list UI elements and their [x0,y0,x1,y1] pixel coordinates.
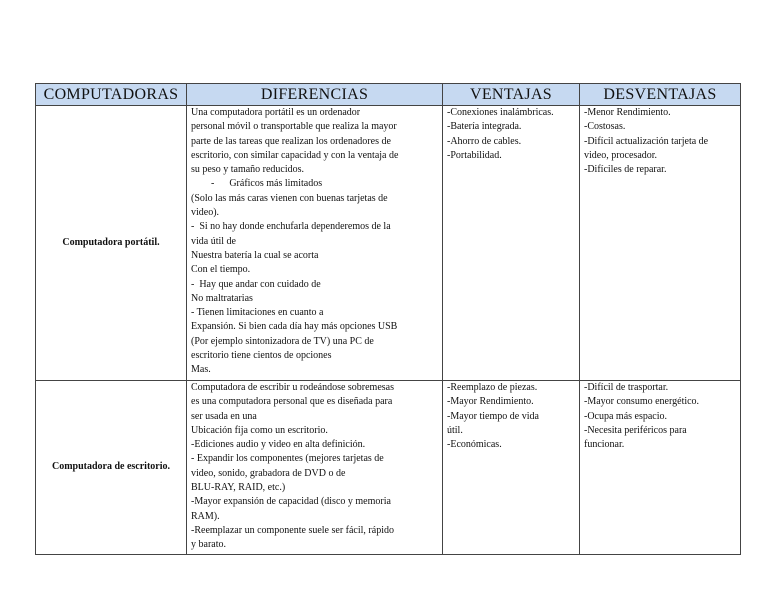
diferencias-line: y barato. [191,539,226,551]
row-label: Computadora de escritorio. [36,381,187,555]
diferencias-line: Nuestra batería la cual se acorta [191,249,319,261]
diferencias-line: escritorio tiene cientos de opciones [191,350,332,362]
diferencias-line: - Si no hay donde enchufarla dependeremos de la [191,221,391,233]
ventajas-cell [443,106,580,381]
ventajas-line: -Conexiones inalámbricas. [447,107,554,118]
header-computadoras: COMPUTADORAS [36,84,187,106]
diferencias-line: RAM). [191,510,220,522]
ventajas-line: -Portabilidad. [447,149,502,161]
ventajas-line: -Ahorro de cables. [447,135,522,147]
diferencias-line: No maltratarias [191,292,253,304]
desventajas-cell [580,381,741,555]
diferencias-line: ser usada en una [191,410,257,422]
desventajas-line: -Costosas. [584,121,626,133]
diferencias-line: -Reemplazar un componente suele ser fácil, rápido [191,524,394,536]
diferencias-line: video, sonido, grabadora de DVD o de [191,467,346,479]
table-header-row [36,84,741,106]
diferencias-line: parte de las tareas que realizan los ordenadores de [191,135,391,147]
comparison-table [35,83,741,555]
diferencias-line: Con el tiempo. [191,264,251,276]
desventajas-line: -Difícil actualización tarjeta de [584,135,709,147]
desventajas-line: -Menor Rendimiento. [584,107,671,118]
desventajas-line: video, procesador. [584,149,658,161]
ventajas-line: -Batería integrada. [447,121,522,133]
diferencias-line: Una computadora portátil es un ordenador [191,107,361,118]
desventajas-cell [580,106,741,381]
desventajas-line: -Difíciles de reparar. [584,164,667,176]
ventajas-cell [443,381,580,555]
table-row [36,106,741,381]
diferencias-line: su peso y tamaño reducidos. [191,164,305,176]
desventajas-line: funcionar. [584,439,625,451]
diferencias-line: Computadora de escribir u rodeándose sobremesas [191,382,394,393]
diferencias-line: es una computadora personal que es diseñada para [191,396,393,408]
diferencias-line: vida útil de [191,235,236,247]
table-row [36,381,741,555]
ventajas-line: -Económicas. [447,439,502,451]
row-label: Computadora portátil. [36,106,187,381]
desventajas-line: -Ocupa más espacio. [584,410,668,422]
diferencias-line: (Solo las más caras vienen con buenas tarjetas de [191,192,388,204]
diferencias-line: -Mayor expansión de capacidad (disco y memoria [191,496,391,508]
diferencias-line: video). [191,207,220,219]
diferencias-line: - Tienen limitaciones en cuanto a [191,307,324,319]
diferencias-cell [187,381,443,555]
diferencias-line: - Gráficos más limitados [191,178,323,190]
ventajas-line: -Mayor Rendimiento. [447,396,534,408]
ventajas-line: -Reemplazo de piezas. [447,382,538,393]
diferencias-cell [187,106,443,381]
diferencias-line: Ubicación fija como un escritorio. [191,424,328,436]
diferencias-line: escritorio, con similar capacidad y con la ventaja de [191,149,399,161]
diferencias-line: (Por ejemplo sintonizadora de TV) una PC de [191,335,374,347]
header-ventajas: VENTAJAS [443,84,580,106]
diferencias-line: -Ediciones audio y video en alta definición. [191,439,366,451]
diferencias-line: BLU-RAY, RAID, etc.) [191,482,286,494]
diferencias-line: - Hay que andar con cuidado de [191,278,321,290]
desventajas-line: -Mayor consumo energético. [584,396,700,408]
diferencias-line: Mas. [191,364,211,376]
desventajas-line: -Difícil de trasportar. [584,382,669,393]
ventajas-line: -Mayor tiempo de vida [447,410,539,422]
diferencias-line: personal móvil o transportable que realiza la mayor [191,121,397,133]
ventajas-line: útil. [447,424,463,436]
diferencias-line: Expansión. Si bien cada día hay más opciones USB [191,321,398,333]
desventajas-line: -Necesita periféricos para [584,424,687,436]
header-desventajas: DESVENTAJAS [580,84,741,106]
header-diferencias: DIFERENCIAS [187,84,443,106]
diferencias-line: - Expandir los componentes (mejores tarjetas de [191,453,384,465]
